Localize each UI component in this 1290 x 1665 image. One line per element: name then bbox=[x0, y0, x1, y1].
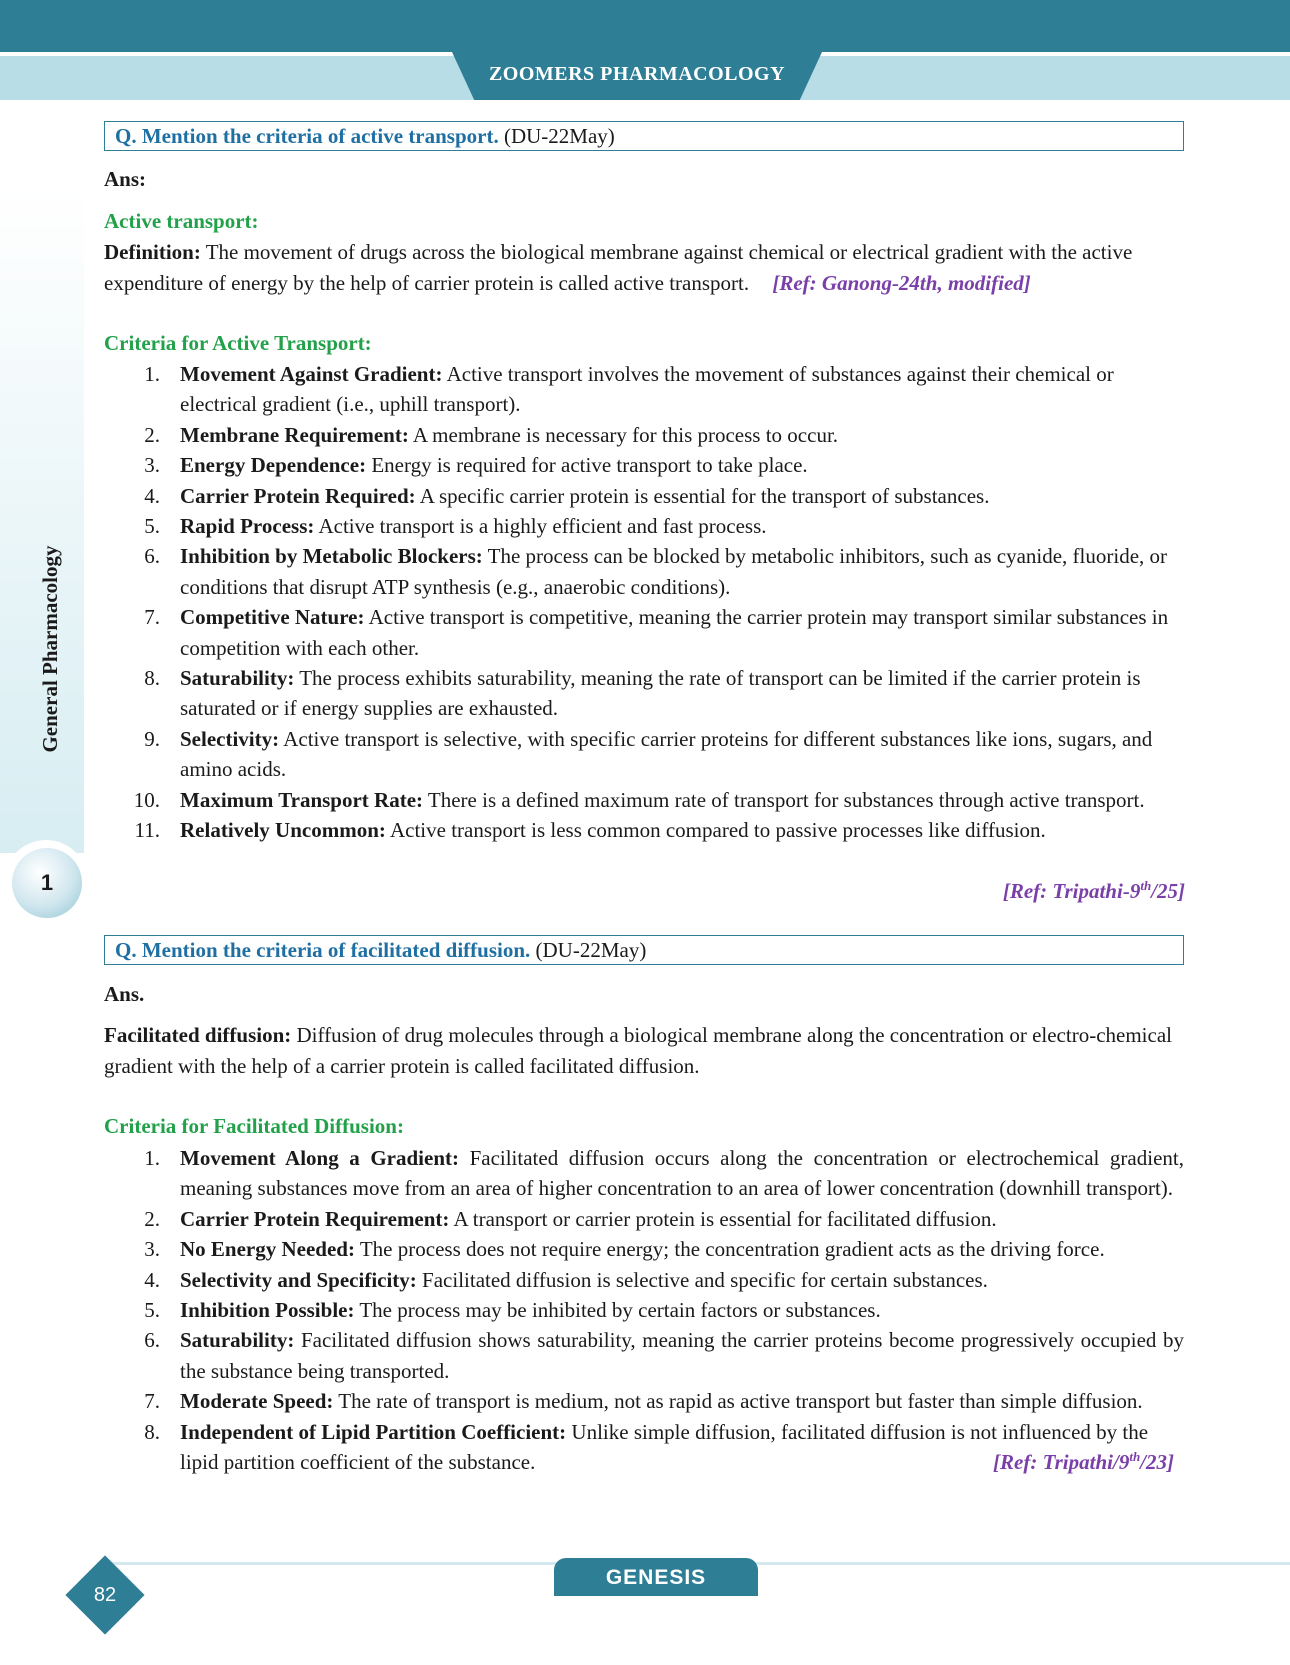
item-title: Relatively Uncommon: bbox=[180, 818, 386, 843]
section-heading-active-transport: Active transport: bbox=[104, 209, 259, 233]
chapter-number-badge: 1 bbox=[12, 848, 82, 918]
item-text: Energy is required for active transport to take place. bbox=[371, 453, 808, 478]
reference-tripathi-25: [Ref: Tripathi-9th/25] bbox=[1002, 878, 1185, 903]
item-text: A membrane is necessary for this process to occur. bbox=[412, 422, 839, 447]
facilitated-definition-paragraph bbox=[104, 1020, 1184, 1081]
item-title: Saturability: bbox=[180, 666, 295, 691]
criteria-item bbox=[104, 1325, 1184, 1386]
item-title: Maximum Transport Rate: bbox=[180, 787, 424, 812]
item-title: Carrier Protein Required: bbox=[180, 483, 416, 508]
item-number: 9. bbox=[144, 726, 160, 751]
question-text: Q. Mention the criteria of facilitated diffusion. bbox=[115, 938, 531, 962]
item-title: Membrane Requirement: bbox=[180, 422, 409, 447]
item-text: Active transport is less common compared to passive processes like diffusion. bbox=[389, 818, 1046, 843]
item-title: Movement Along a Gradient: bbox=[180, 1146, 459, 1170]
item-number: 4. bbox=[144, 1267, 160, 1292]
footer-brand: GENESIS bbox=[554, 1558, 758, 1596]
item-title: Energy Dependence: bbox=[180, 453, 367, 478]
item-title: Saturability: bbox=[180, 1328, 295, 1353]
item-title: Selectivity: bbox=[180, 726, 280, 751]
question-source: (DU-22May) bbox=[503, 124, 615, 148]
item-number: 11. bbox=[134, 818, 160, 843]
item-text: There is a defined maximum rate of transport for substances through active transport. bbox=[427, 787, 1145, 812]
item-text: A specific carrier protein is essential for the transport of substances. bbox=[419, 483, 990, 508]
item-number: 4. bbox=[144, 483, 160, 508]
criteria-item bbox=[104, 785, 1184, 815]
item-text: Unlike simple diffusion, facilitated diffusion is not influenced by the lipid partition coefficient of the substance. bbox=[180, 1419, 1149, 1475]
answer-label: Ans. bbox=[104, 982, 145, 1006]
item-text: Facilitated diffusion occurs along the concentration or electrochemical gradient, meaning substances move from an area of higher concentration to an area of lower concentration (downhill transport). bbox=[180, 1146, 1184, 1201]
criteria-item bbox=[104, 1143, 1184, 1204]
item-number: 7. bbox=[144, 605, 160, 630]
item-text: The process may be inhibited by certain factors or substances. bbox=[359, 1298, 881, 1323]
item-number: 6. bbox=[144, 544, 160, 569]
criteria-item bbox=[104, 815, 1184, 845]
question-source: (DU-22May) bbox=[535, 938, 647, 962]
item-title: Selectivity and Specificity: bbox=[180, 1267, 417, 1292]
criteria-item bbox=[104, 420, 1184, 450]
criteria-item bbox=[104, 1265, 1184, 1295]
criteria-item bbox=[104, 724, 1184, 785]
criteria-item bbox=[104, 1204, 1184, 1234]
criteria-item bbox=[104, 1234, 1184, 1264]
item-number: 10. bbox=[133, 787, 160, 812]
item-number: 5. bbox=[144, 514, 160, 539]
item-number: 8. bbox=[144, 666, 160, 691]
criteria-heading-facilitated: Criteria for Facilitated Diffusion: bbox=[104, 1114, 404, 1138]
item-number: 2. bbox=[144, 422, 160, 447]
question-box-active-transport bbox=[104, 121, 1184, 151]
item-title: Carrier Protein Requirement: bbox=[180, 1206, 450, 1231]
criteria-item bbox=[104, 450, 1184, 480]
item-text: Active transport is competitive, meaning the carrier protein may transport similar substances in competition with each other. bbox=[180, 605, 1169, 660]
criteria-item bbox=[104, 663, 1184, 724]
criteria-item bbox=[104, 1417, 1184, 1478]
item-title: Independent of Lipid Partition Coefficient: bbox=[180, 1419, 567, 1444]
item-number: 3. bbox=[144, 453, 160, 478]
item-number: 6. bbox=[144, 1328, 160, 1353]
header-top-band bbox=[0, 0, 1290, 52]
item-title: Inhibition Possible: bbox=[180, 1298, 355, 1323]
item-number: 1. bbox=[144, 362, 160, 386]
question-box-facilitated-diffusion bbox=[104, 935, 1184, 965]
criteria-item bbox=[104, 1295, 1184, 1325]
definition-text: The movement of drugs across the biological membrane against chemical or electrical gradient with the active expenditure of energy by the help of carrier protein is called active transport. bbox=[104, 240, 1133, 295]
item-text: Active transport is selective, with specific carrier proteins for different substances like ions, sugars, and amino acids. bbox=[180, 726, 1153, 782]
item-number: 1. bbox=[144, 1146, 160, 1170]
reference: [Ref: Ganong-24th, modified] bbox=[772, 270, 1031, 295]
header-title: ZOOMERS PHARMACOLOGY bbox=[488, 63, 786, 85]
section-label: General Pharmacology bbox=[38, 545, 62, 753]
item-number: 7. bbox=[144, 1389, 160, 1414]
criteria-item bbox=[104, 1386, 1184, 1416]
definition-label: Facilitated diffusion: bbox=[104, 1023, 292, 1047]
item-text: The process exhibits saturability, meaning the rate of transport can be limited if the carrier protein is saturated or if energy supplies are exhausted. bbox=[180, 666, 1141, 721]
question-text: Q. Mention the criteria of active transport. bbox=[115, 124, 499, 148]
criteria-item bbox=[104, 359, 1184, 420]
definition-text: Diffusion of drug molecules through a biological membrane along the concentration or electro-chemical gradient with the help of a carrier protein is called facilitated diffusion. bbox=[104, 1023, 1172, 1078]
active-transport-criteria-list bbox=[104, 359, 1184, 846]
definition-paragraph bbox=[104, 237, 1184, 298]
item-text: The process does not require energy; the concentration gradient acts as the driving force. bbox=[359, 1237, 1105, 1262]
item-title: No Energy Needed: bbox=[180, 1237, 355, 1262]
item-title: Rapid Process: bbox=[180, 514, 315, 539]
item-number: 2. bbox=[144, 1206, 160, 1231]
reference-tripathi-23: [Ref: Tripathi/9th/23] bbox=[993, 1449, 1174, 1475]
criteria-item bbox=[104, 481, 1184, 511]
item-title: Moderate Speed: bbox=[180, 1389, 334, 1414]
item-number: 5. bbox=[144, 1298, 160, 1323]
item-number: 3. bbox=[144, 1237, 160, 1262]
item-text: Active transport is a highly efficient and fast process. bbox=[318, 514, 767, 539]
definition-label: Definition: bbox=[104, 240, 201, 264]
item-text: A transport or carrier protein is essential for facilitated diffusion. bbox=[453, 1206, 997, 1231]
item-title: Movement Against Gradient: bbox=[180, 362, 443, 386]
criteria-item bbox=[104, 541, 1184, 602]
item-text: The rate of transport is medium, not as rapid as active transport but faster than simple diffusion. bbox=[338, 1389, 1143, 1414]
item-number: 8. bbox=[144, 1419, 160, 1444]
item-text: Facilitated diffusion shows saturability, meaning the carrier proteins become progressively occupied by the substance being transported. bbox=[180, 1328, 1185, 1383]
item-text: Facilitated diffusion is selective and specific for certain substances. bbox=[422, 1267, 988, 1292]
page-number: 82 bbox=[93, 1584, 117, 1606]
criteria-item bbox=[104, 602, 1184, 663]
criteria-item bbox=[104, 511, 1184, 541]
item-text: The process can be blocked by metabolic inhibitors, such as cyanide, fluoride, or conditions that disrupt ATP synthesis (e.g., anaerobic conditions). bbox=[180, 544, 1168, 599]
facilitated-diffusion-criteria-list bbox=[104, 1143, 1184, 1477]
item-text: Active transport involves the movement of substances against their chemical or electrical gradient (i.e., uphill transport). bbox=[180, 362, 1114, 417]
item-title: Competitive Nature: bbox=[180, 605, 365, 630]
item-title: Inhibition by Metabolic Blockers: bbox=[180, 544, 483, 569]
answer-label: Ans: bbox=[104, 167, 147, 191]
criteria-heading-active: Criteria for Active Transport: bbox=[104, 331, 372, 355]
